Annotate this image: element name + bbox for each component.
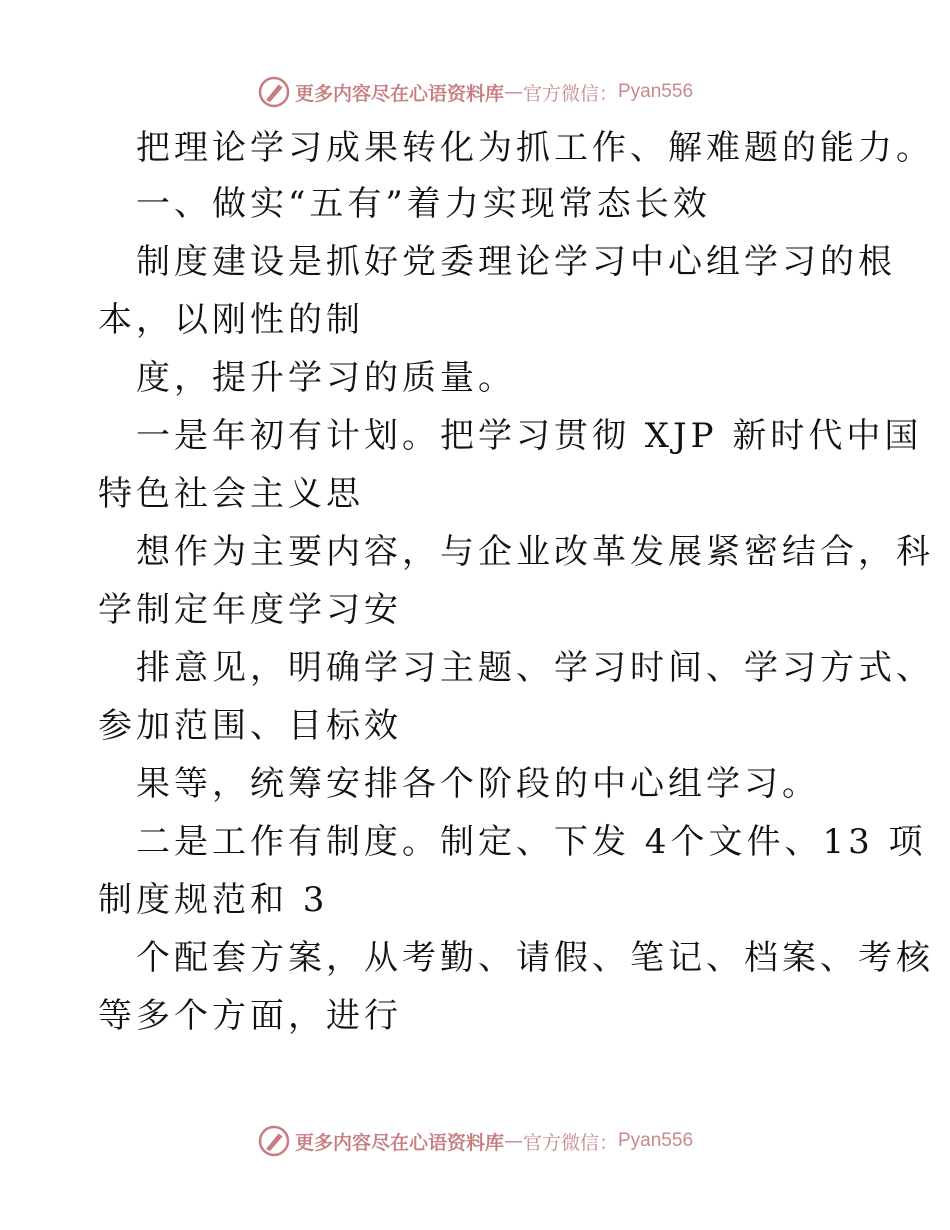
body-line: 本，以刚性的制: [98, 300, 364, 340]
body-line: 制度建设是抓好党委理论学习中心组学习的根: [136, 242, 896, 282]
header-wechat-label: 官方微信：: [522, 82, 618, 105]
body-line: 特色社会主义思: [98, 474, 364, 514]
body-line: 参加范围、目标效: [98, 706, 402, 746]
header-wechat-id: Pyan556: [618, 81, 694, 102]
body-line: 学制定年度学习安: [98, 590, 402, 630]
body-line: 个配套方案，从考勤、请假、笔记、档案、考核: [136, 938, 934, 978]
footer-brand: 更多内容尽在心语资料库: [294, 1131, 504, 1154]
pen-logo-icon: [257, 1124, 291, 1158]
body-line: 度，提升学习的质量。: [136, 358, 516, 398]
footer-wechat-label: 官方微信：: [522, 1131, 618, 1154]
footer-watermark: [0, 1121, 950, 1161]
body-line: 果等，统筹安排各个阶段的中心组学习。: [136, 764, 820, 804]
body-line: 一是年初有计划。把学习贯彻 XJP 新时代中国: [136, 416, 923, 456]
body-line: 想作为主要内容，与企业改革发展紧密结合，科: [136, 532, 934, 572]
body-line: 二是工作有制度。制定、下发 4个文件、13 项: [136, 822, 927, 862]
body-line: 等多个方面，进行: [98, 996, 402, 1036]
footer-wechat-id: Pyan556: [618, 1130, 694, 1151]
body-line: 排意见，明确学习主题、学习时间、学习方式、: [136, 648, 934, 688]
body-line: 把理论学习成果转化为抓工作、解难题的能力。: [136, 128, 934, 168]
body-line: 制度规范和 3: [98, 880, 329, 920]
footer-dash: —: [503, 1130, 523, 1152]
header-brand: 更多内容尽在心语资料库: [294, 82, 504, 105]
pen-logo-icon: [257, 75, 291, 109]
section-heading: 一、做实“五有”着力实现常态长效: [136, 184, 711, 224]
header-watermark: [0, 72, 950, 112]
header-dash: —: [503, 81, 523, 103]
